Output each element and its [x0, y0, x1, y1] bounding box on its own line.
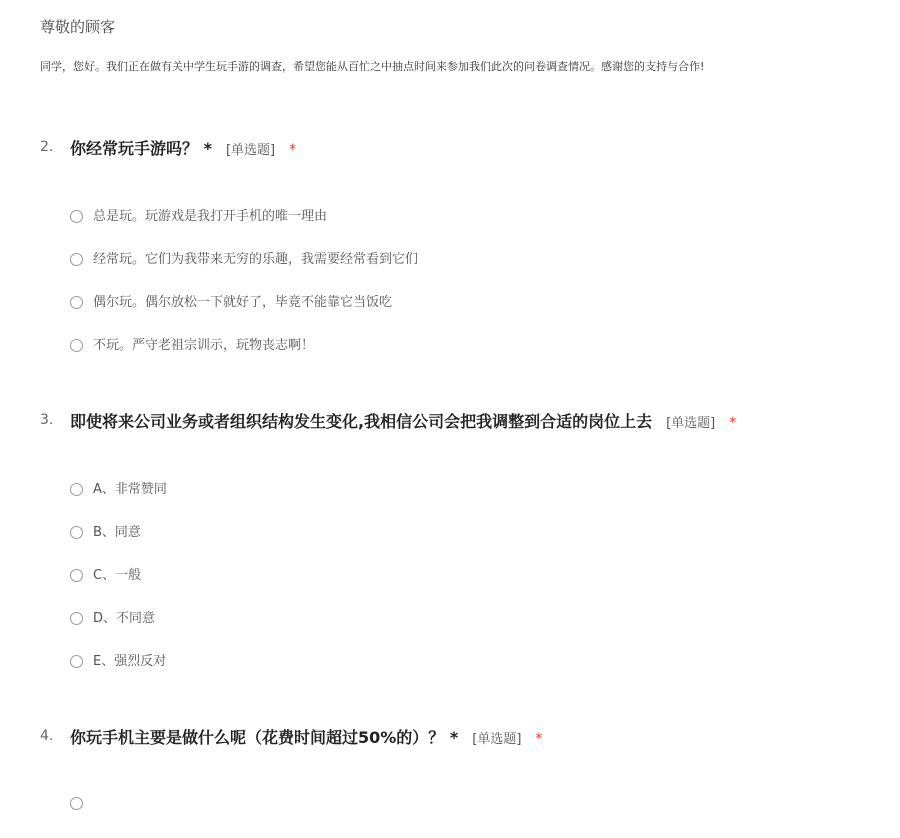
option-q3-c[interactable]	[70, 567, 167, 610]
radio-button[interactable]	[70, 655, 83, 668]
options-list	[70, 208, 418, 380]
option-q2-4[interactable]	[70, 337, 418, 380]
question-3	[40, 409, 880, 669]
radio-button[interactable]	[70, 526, 83, 539]
question-number: 3.	[40, 412, 54, 428]
radio-button[interactable]	[70, 296, 83, 309]
question-title-text: 你玩手机主要是做什么呢（花费时间超过50%的）？ *	[70, 728, 459, 747]
question-type-label: [单选题]	[666, 416, 716, 431]
option-q3-b[interactable]	[70, 524, 167, 567]
question-title	[70, 409, 736, 432]
radio-button[interactable]	[70, 569, 83, 582]
option-q3-d[interactable]	[70, 610, 167, 653]
required-marker: *	[729, 415, 737, 431]
greeting-title: 尊敬的顾客	[40, 18, 116, 36]
question-header	[40, 409, 880, 433]
question-header	[40, 725, 880, 749]
option-label[interactable]: B、同意	[93, 525, 141, 540]
option-q3-e[interactable]	[70, 653, 167, 696]
question-type-label: [单选题]	[225, 143, 276, 158]
option-q2-3[interactable]	[70, 294, 418, 337]
question-type-label: [单选题]	[472, 732, 522, 747]
options-list	[70, 795, 93, 838]
option-label[interactable]: 总是玩。玩游戏是我打开手机的唯一理由	[93, 209, 328, 224]
option-q3-a[interactable]	[70, 481, 167, 524]
option-label[interactable]: 偶尔玩。偶尔放松一下就好了，毕竟不能靠它当饭吃	[93, 295, 393, 310]
option-label[interactable]: 不玩。严守老祖宗训示，玩物丧志啊！	[93, 338, 315, 353]
option-q2-1[interactable]	[70, 208, 418, 251]
question-title-text: 即使将来公司业务或者组织结构发生变化,我相信公司会把我调整到合适的岗位上去	[70, 412, 653, 431]
required-marker: *	[289, 142, 297, 158]
radio-button[interactable]	[70, 210, 83, 223]
radio-button[interactable]	[70, 612, 83, 625]
radio-button[interactable]	[70, 253, 83, 266]
question-title	[70, 136, 296, 159]
option-label[interactable]: A、非常赞同	[93, 482, 167, 497]
options-list	[70, 481, 167, 696]
option-q2-2[interactable]	[70, 251, 418, 294]
radio-button[interactable]	[70, 483, 83, 496]
option-label[interactable]: 经常玩。它们为我带来无穷的乐趣，我需要经常看到它们	[93, 252, 419, 267]
option-q4-1[interactable]	[70, 795, 93, 838]
option-label[interactable]: C、一般	[93, 568, 142, 583]
radio-button[interactable]	[70, 339, 83, 352]
required-marker: *	[535, 731, 543, 747]
survey-intro: 同学，您好。我们正在做有关中学生玩手游的调查，希望您能从百忙之中抽点时间来参加我们此次的问卷调查情况。感谢您的支持与合作!	[40, 60, 705, 73]
question-title	[70, 725, 542, 748]
radio-button[interactable]	[70, 797, 83, 810]
question-header	[40, 136, 880, 160]
option-label[interactable]: E、强烈反对	[93, 654, 167, 669]
question-title-text: 你经常玩手游吗？ *	[70, 139, 212, 158]
question-4	[40, 725, 880, 749]
question-number: 4.	[40, 728, 54, 744]
question-number: 2.	[40, 139, 54, 155]
question-2	[40, 136, 880, 353]
option-label[interactable]: D、不同意	[93, 611, 156, 626]
